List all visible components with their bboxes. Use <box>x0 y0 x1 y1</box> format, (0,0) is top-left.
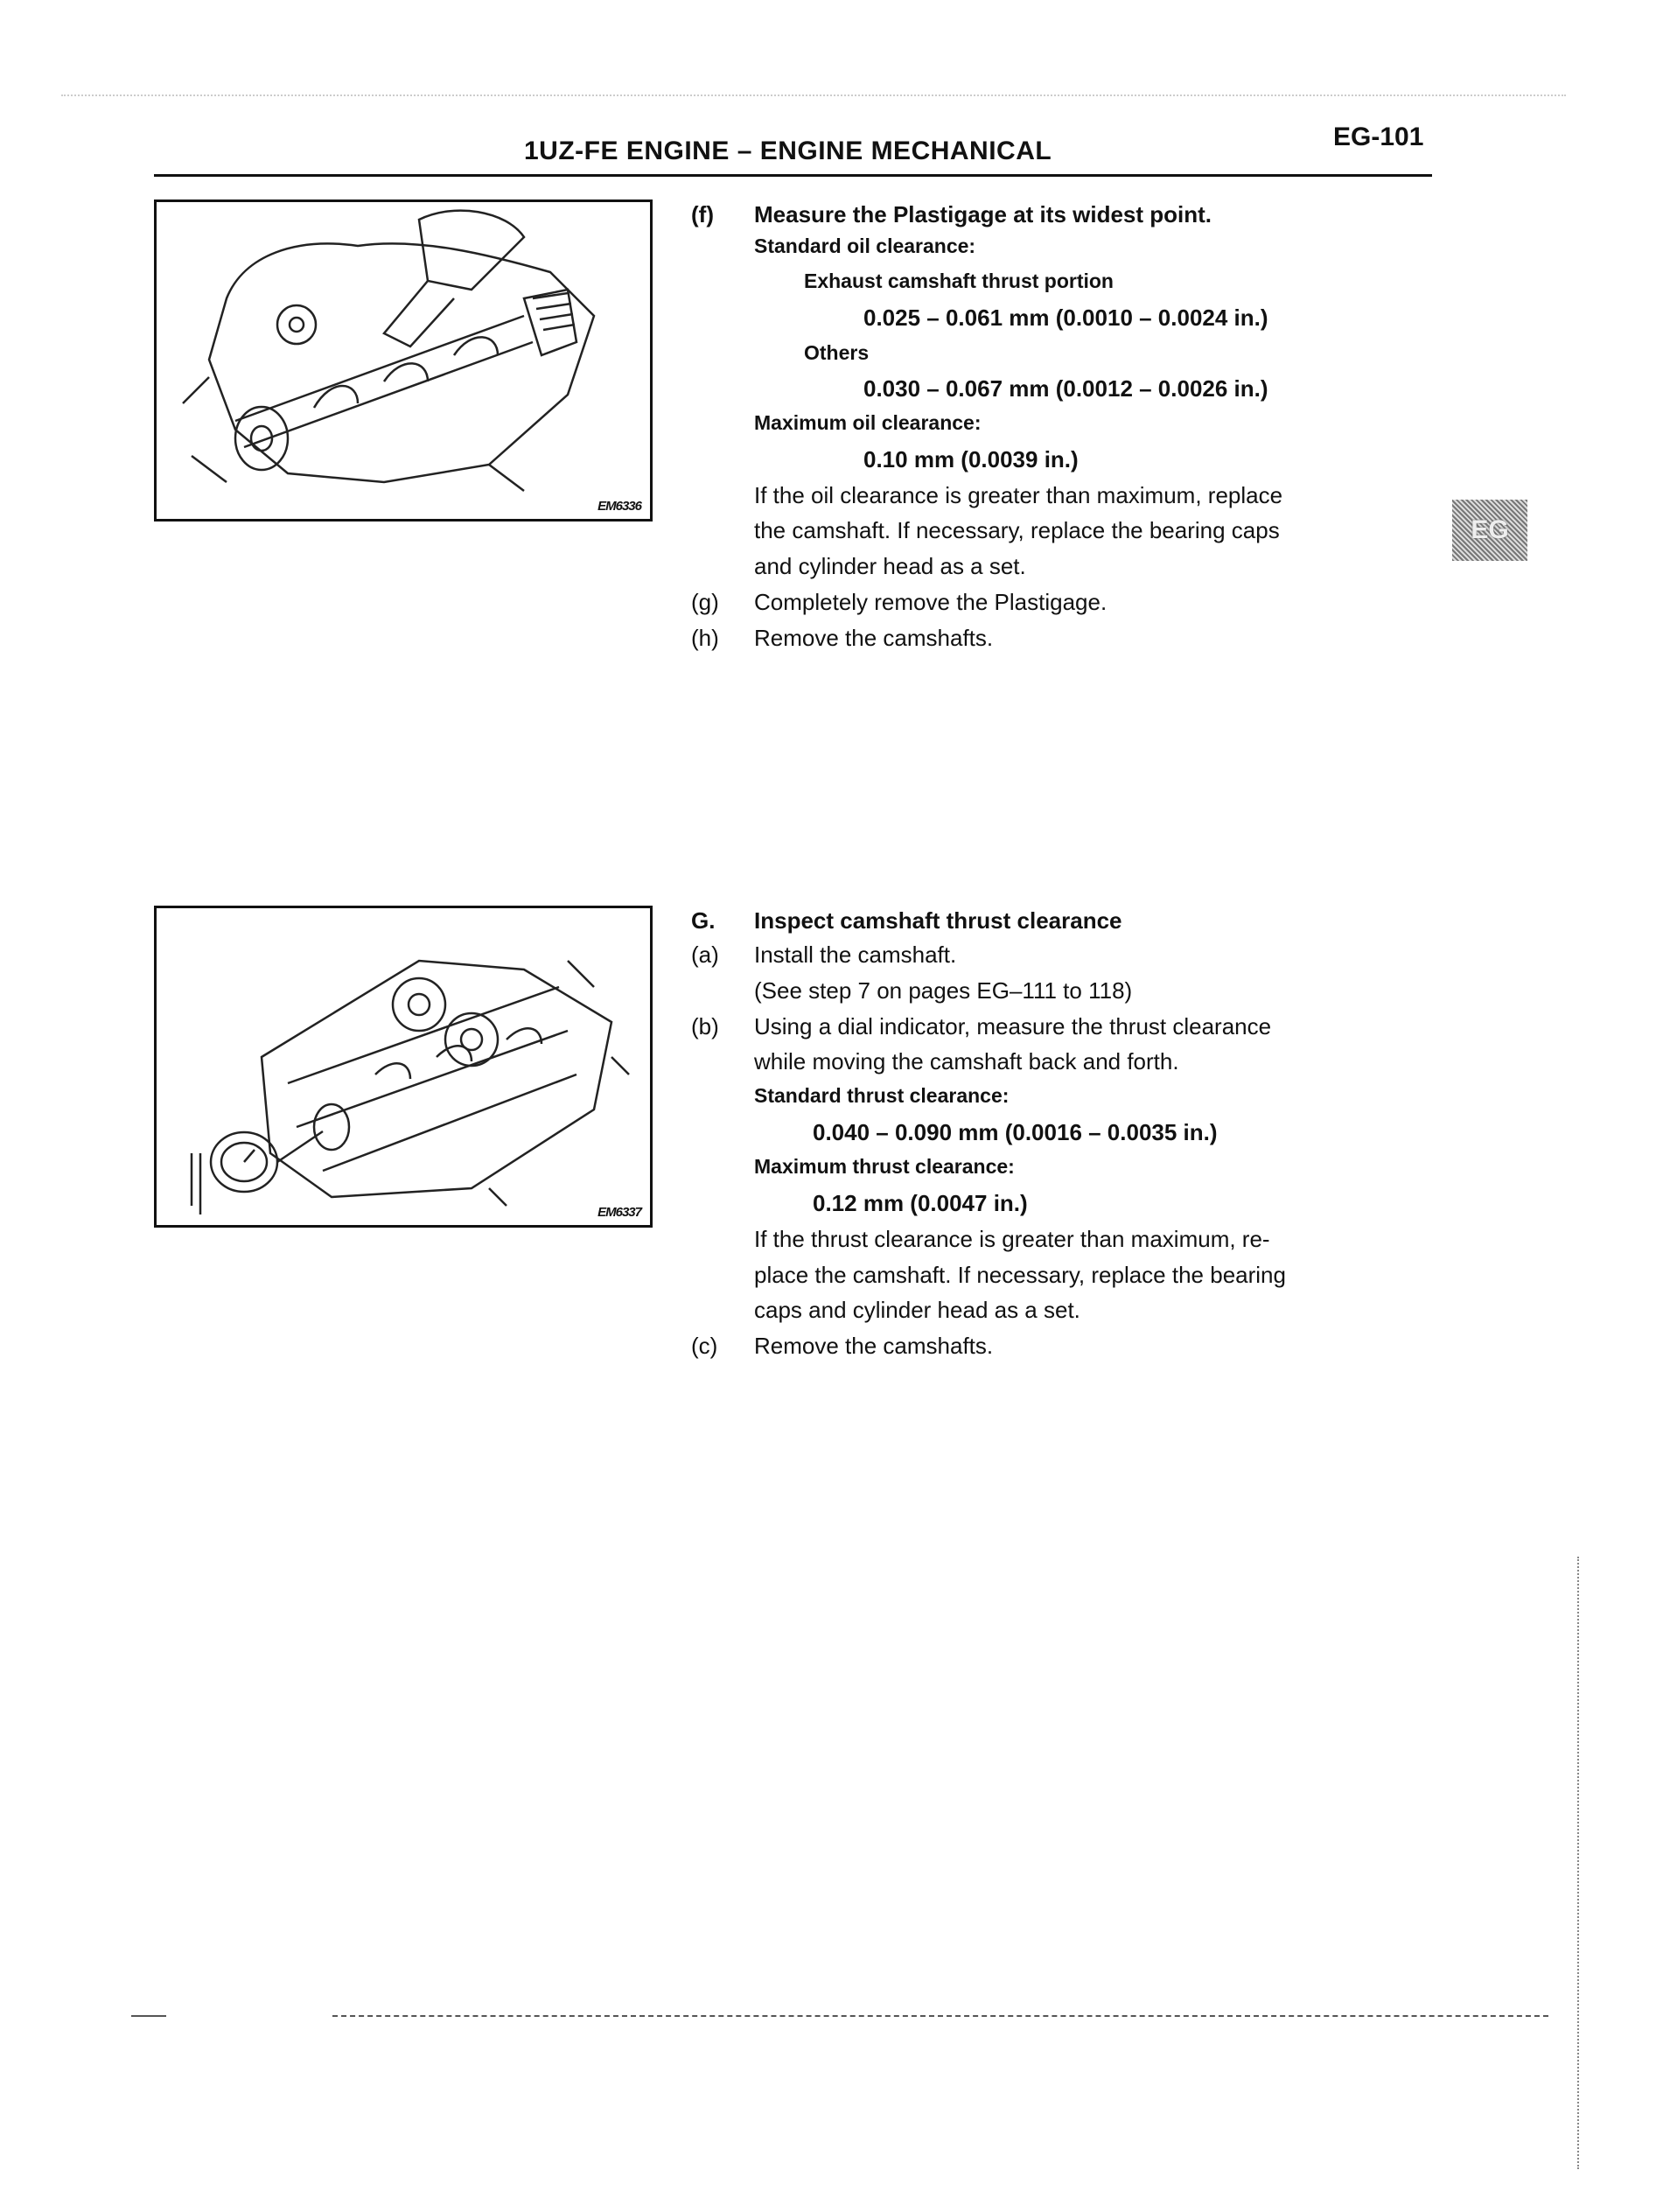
section-tab-label: EG <box>1471 515 1509 544</box>
step-marker-a: (a) <box>691 942 719 968</box>
dial-indicator-illustration <box>157 908 650 1225</box>
std-thrust-clearance-value: 0.040 – 0.090 mm (0.0016 – 0.0035 in.) <box>813 1119 1218 1145</box>
page-number: EG-101 <box>1333 122 1424 151</box>
step-marker-g: (g) <box>691 589 719 615</box>
step-a-text: Install the camshaft. <box>754 942 957 968</box>
section-tab-eg <box>1452 500 1527 561</box>
section-header-title: 1UZ-FE ENGINE – ENGINE MECHANICAL <box>524 136 1052 165</box>
step-marker-h: (h) <box>691 625 719 651</box>
others-value: 0.030 – 0.067 mm (0.0012 – 0.0026 in.) <box>863 375 1268 402</box>
step-b-text: Using a dial indicator, measure the thrust clearance <box>754 1013 1272 1040</box>
scan-artifact-line <box>131 2015 166 2017</box>
step-marker-f: (f) <box>691 201 714 228</box>
step-g-text: Completely remove the Plastigage. <box>754 589 1107 615</box>
step-marker-c: (c) <box>691 1333 718 1359</box>
step-h-text: Remove the camshafts. <box>754 625 994 651</box>
exhaust-heading: Exhaust camshaft thrust portion <box>804 270 1114 292</box>
std-thrust-clearance-heading: Standard thrust clearance: <box>754 1084 1010 1107</box>
note-line: and cylinder head as a set. <box>754 553 1026 579</box>
step-b-text: while moving the camshaft back and forth. <box>754 1048 1179 1074</box>
figure-code: EM6337 <box>597 1205 641 1220</box>
std-oil-clearance-heading: Standard oil clearance: <box>754 234 976 257</box>
note-line: If the thrust clearance is greater than maximum, re- <box>754 1226 1270 1252</box>
step-c-text: Remove the camshafts. <box>754 1333 994 1359</box>
camshaft-illustration <box>157 202 650 519</box>
header-rule <box>154 174 1432 177</box>
bottom-rule <box>332 2015 1548 2017</box>
section-G-title: Inspect camshaft thrust clearance <box>754 907 1122 934</box>
step-a-reference: (See step 7 on pages EG–111 to 118) <box>754 977 1133 1004</box>
scan-artifact-dots <box>1577 1557 1579 2169</box>
section-marker-G: G. <box>691 907 716 934</box>
scan-artifact-dots <box>61 94 1566 96</box>
note-line: place the camshaft. If necessary, replace the bearing <box>754 1262 1286 1288</box>
note-line: the camshaft. If necessary, replace the bearing caps <box>754 517 1280 543</box>
step-marker-b: (b) <box>691 1013 719 1040</box>
figure-plastigage-measure <box>154 200 653 522</box>
others-heading: Others <box>804 341 870 364</box>
note-line: caps and cylinder head as a set. <box>754 1297 1080 1323</box>
note-line: If the oil clearance is greater than maximum, replace <box>754 482 1283 508</box>
max-oil-clearance-value: 0.10 mm (0.0039 in.) <box>863 446 1079 472</box>
max-oil-clearance-heading: Maximum oil clearance: <box>754 411 982 434</box>
figure-thrust-clearance <box>154 906 653 1228</box>
max-thrust-clearance-value: 0.12 mm (0.0047 in.) <box>813 1190 1028 1216</box>
figure-code: EM6336 <box>597 499 641 514</box>
step-f-text: Measure the Plastigage at its widest point. <box>754 201 1212 228</box>
max-thrust-clearance-heading: Maximum thrust clearance: <box>754 1155 1015 1178</box>
exhaust-value: 0.025 – 0.061 mm (0.0010 – 0.0024 in.) <box>863 304 1268 331</box>
